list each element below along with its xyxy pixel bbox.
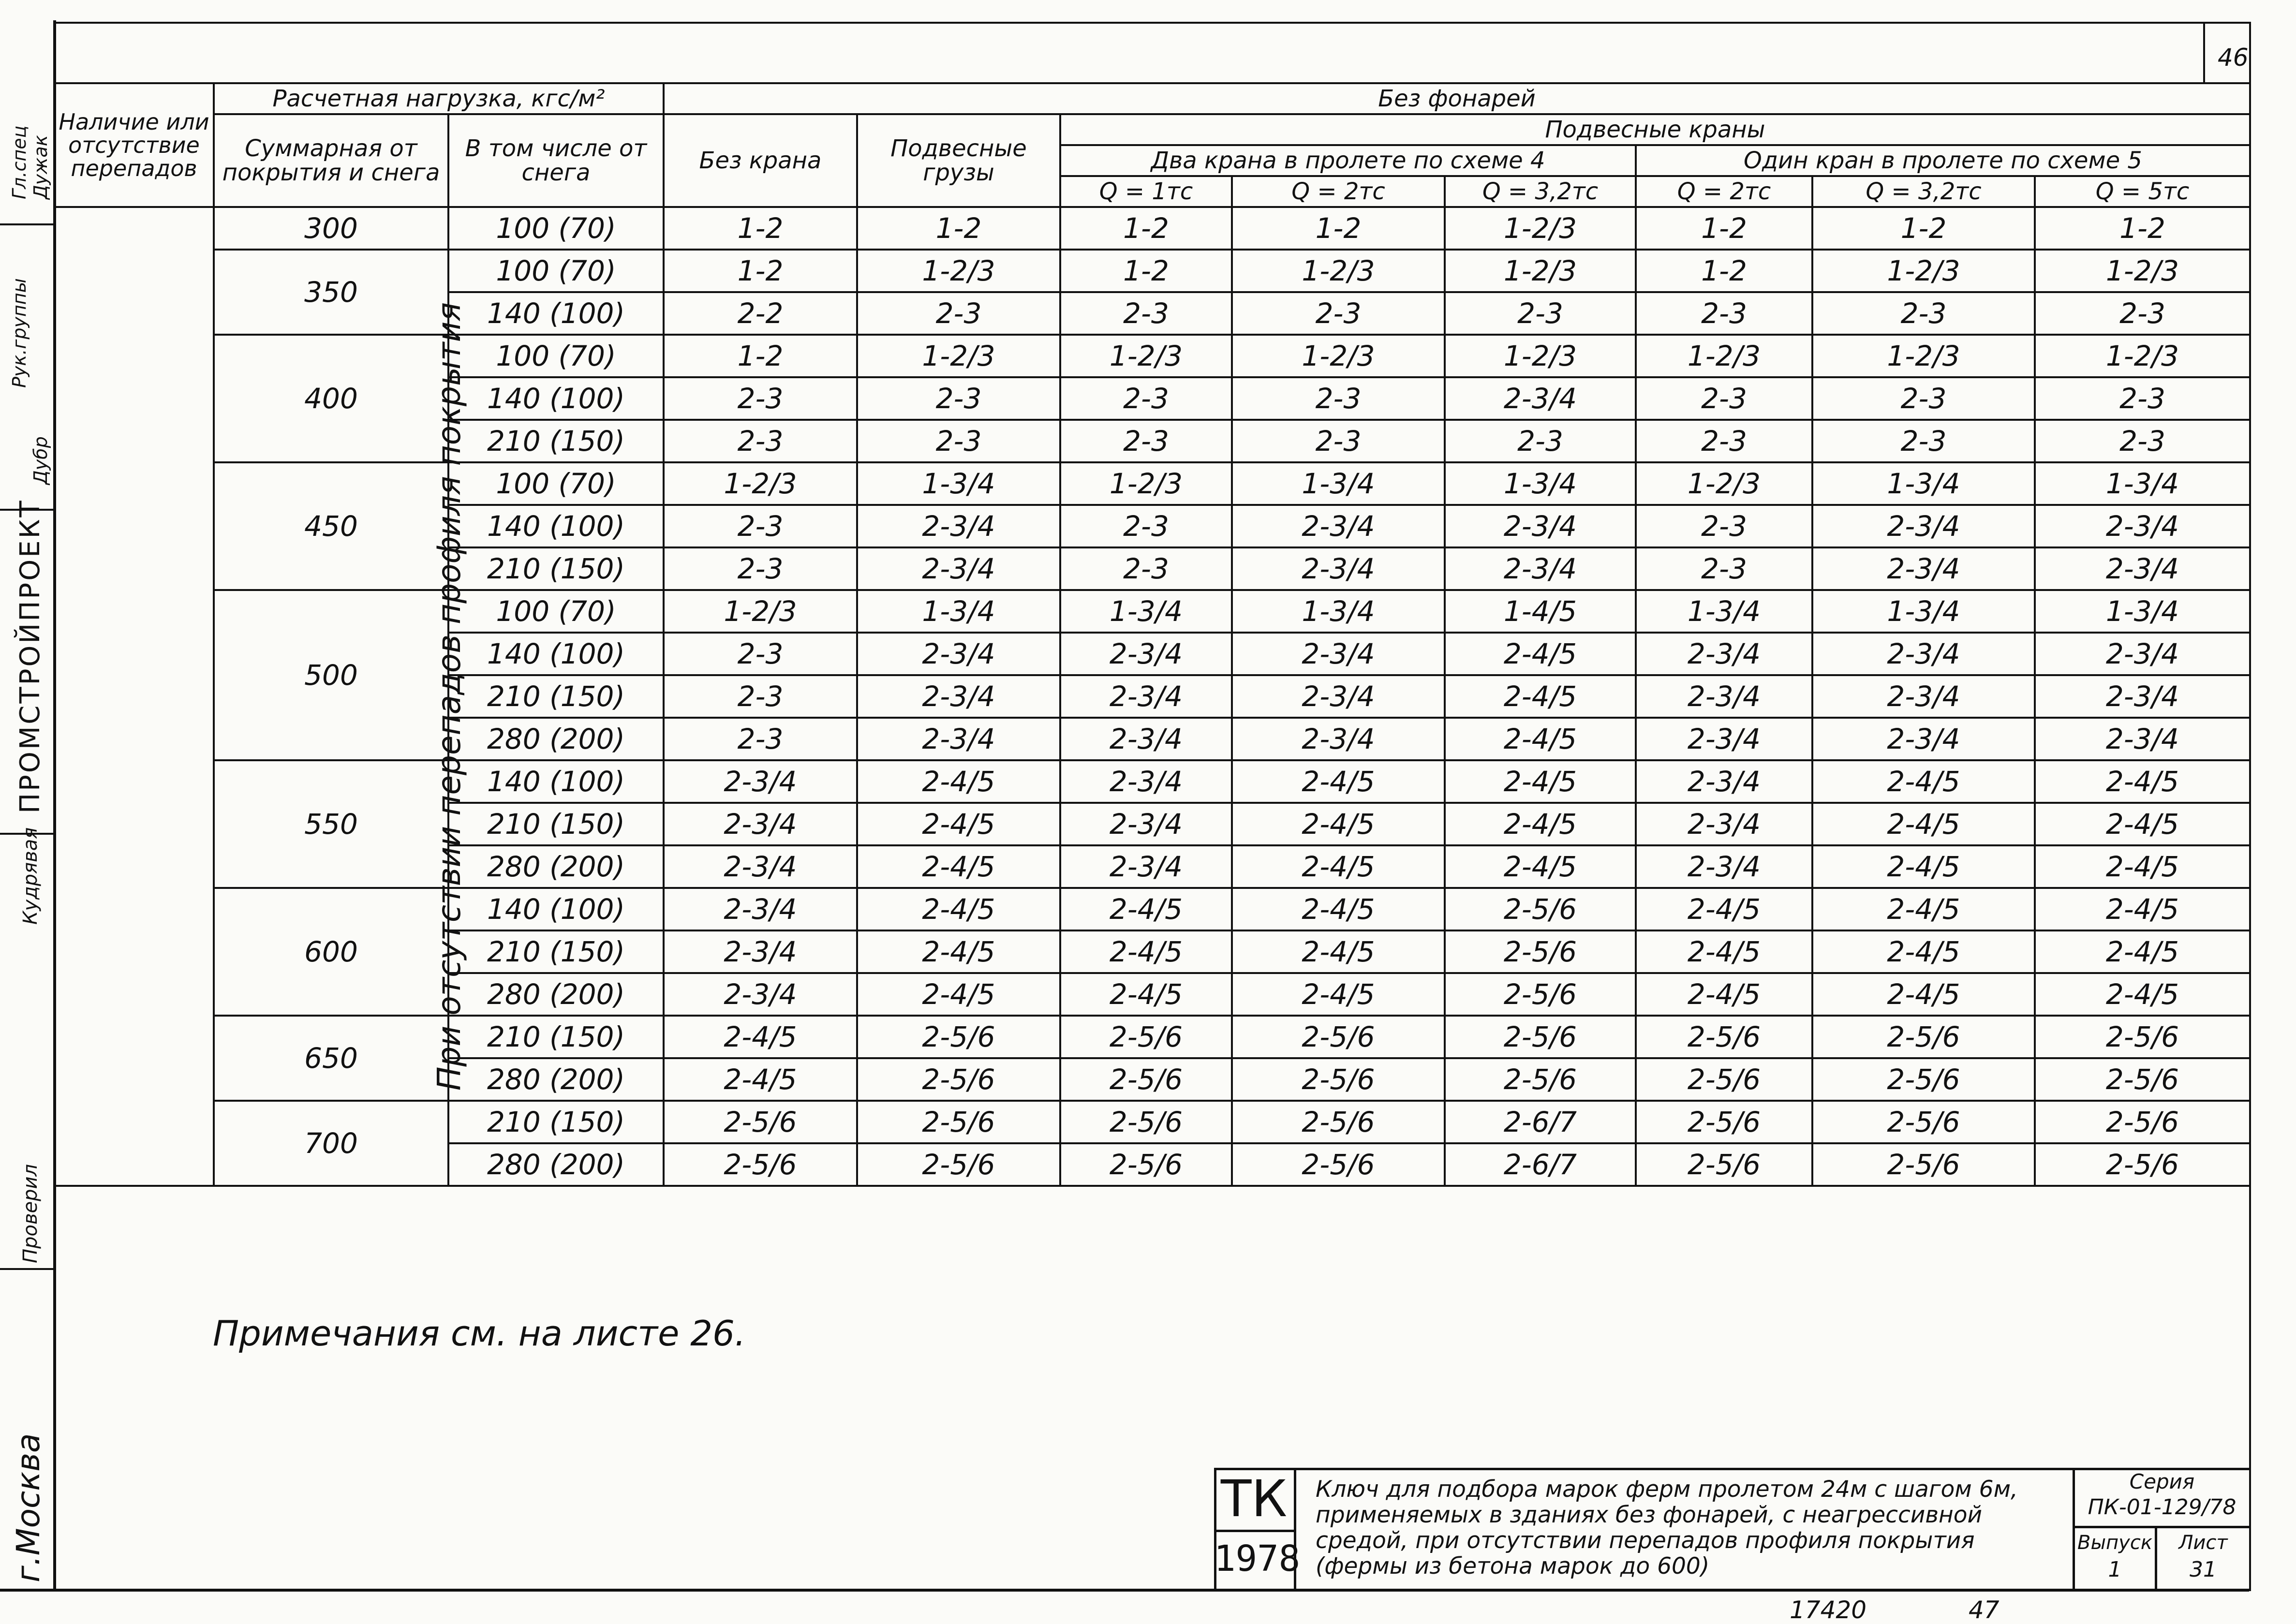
snow-load-cell: 100 (70) [448, 462, 664, 505]
header-no-crane: Без крана [664, 114, 857, 207]
truss-mark-cell: 2-3/4 [1445, 377, 1636, 420]
truss-mark-cell: 2-4/5 [1232, 845, 1445, 888]
header-q: Q = 3,2тс [1812, 176, 2035, 207]
truss-mark-cell: 1-2 [664, 207, 857, 250]
truss-mark-cell: 2-3 [857, 377, 1060, 420]
truss-mark-cell: 2-3/4 [1060, 633, 1232, 675]
truss-mark-cell: 2-5/6 [1060, 1058, 1232, 1101]
truss-mark-cell: 1-2/3 [664, 590, 857, 633]
table-body [54, 207, 2250, 1186]
truss-mark-cell: 2-4/5 [1636, 888, 1812, 930]
title-block [1214, 1468, 2249, 1589]
truss-mark-cell: 2-3 [857, 420, 1060, 462]
total-load-cell: 700 [214, 1101, 448, 1186]
snow-load-cell: 210 (150) [448, 1101, 664, 1143]
truss-mark-cell: 2-5/6 [1232, 1058, 1445, 1101]
truss-mark-cell: 2-6/7 [1445, 1143, 1636, 1186]
truss-mark-cell: 2-3 [664, 420, 857, 462]
truss-mark-cell: 2-3/4 [1812, 505, 2035, 547]
truss-mark-cell: 2-5/6 [1636, 1143, 1812, 1186]
header-q: Q = 2тс [1636, 176, 1812, 207]
truss-mark-cell: 2-4/5 [2035, 803, 2250, 845]
truss-mark-cell: 2-3 [857, 292, 1060, 335]
truss-mark-cell: 2-3/4 [1060, 760, 1232, 803]
truss-mark-cell: 2-4/5 [664, 1058, 857, 1101]
series-label: Серия [2129, 1470, 2195, 1493]
snow-load-cell: 100 (70) [448, 250, 664, 292]
truss-mark-cell: 1-2 [1060, 250, 1232, 292]
header-q: Q = 5тс [2035, 176, 2250, 207]
truss-mark-cell: 2-2 [664, 292, 857, 335]
truss-mark-cell: 2-5/6 [1636, 1101, 1812, 1143]
truss-mark-cell: 1-2/3 [857, 250, 1060, 292]
truss-mark-cell: 2-4/5 [1060, 930, 1232, 973]
truss-mark-cell: 1-2 [664, 250, 857, 292]
truss-mark-cell: 2-3/4 [1636, 633, 1812, 675]
truss-mark-cell: 2-4/5 [1232, 973, 1445, 1016]
truss-mark-cell: 2-5/6 [1232, 1101, 1445, 1143]
truss-mark-cell: 2-3/4 [1060, 803, 1232, 845]
truss-mark-cell: 2-5/6 [1445, 1058, 1636, 1101]
snow-load-cell: 210 (150) [448, 1016, 664, 1058]
truss-mark-cell: 2-4/5 [1445, 803, 1636, 845]
truss-mark-cell: 1-3/4 [1812, 462, 2035, 505]
truss-mark-cell: 2-3/4 [1232, 718, 1445, 760]
snow-load-cell: 100 (70) [448, 335, 664, 377]
snow-load-cell: 140 (100) [448, 292, 664, 335]
truss-mark-cell: 2-3/4 [1812, 633, 2035, 675]
total-load-cell: 300 [214, 207, 448, 250]
truss-mark-cell: 2-5/6 [1812, 1058, 2035, 1101]
issue-value: 1 [2108, 1557, 2122, 1582]
header-snow-load: В том числе от снега [448, 114, 664, 207]
truss-mark-cell: 2-5/6 [2035, 1058, 2250, 1101]
header-one-crane: Один кран в пролете по схеме 5 [1636, 145, 2250, 176]
truss-mark-cell: 2-5/6 [664, 1101, 857, 1143]
truss-mark-cell: 2-4/5 [1232, 930, 1445, 973]
truss-mark-cell: 2-3/4 [857, 718, 1060, 760]
truss-mark-cell: 2-5/6 [857, 1143, 1060, 1186]
truss-mark-cell: 1-2 [2035, 207, 2250, 250]
snow-load-cell: 140 (100) [448, 633, 664, 675]
truss-mark-cell: 1-3/4 [857, 590, 1060, 633]
truss-mark-cell: 2-6/7 [1445, 1101, 1636, 1143]
truss-mark-cell: 2-5/6 [857, 1058, 1060, 1101]
truss-mark-cell: 1-3/4 [1060, 590, 1232, 633]
strip-city: г.Москва [10, 1433, 47, 1582]
total-load-cell: 350 [214, 250, 448, 335]
truss-mark-cell: 2-4/5 [1060, 973, 1232, 1016]
truss-mark-cell: 2-4/5 [2035, 888, 2250, 930]
table-row [54, 335, 2250, 377]
truss-mark-cell: 2-3/4 [664, 845, 857, 888]
truss-mark-cell: 1-2/3 [664, 462, 857, 505]
truss-mark-cell: 1-2/3 [1812, 250, 2035, 292]
notes: Примечания см. на листе 26. [213, 1313, 746, 1354]
table-row [54, 590, 2250, 633]
truss-mark-cell: 1-3/4 [1636, 590, 1812, 633]
truss-mark-cell: 2-3/4 [1812, 675, 2035, 718]
truss-mark-cell: 2-3/4 [2035, 505, 2250, 547]
truss-mark-cell: 2-4/5 [2035, 973, 2250, 1016]
header-row [54, 83, 2250, 114]
truss-mark-cell: 2-4/5 [664, 1016, 857, 1058]
total-load-cell: 400 [214, 335, 448, 462]
truss-mark-cell: 2-4/5 [857, 888, 1060, 930]
snow-load-cell: 280 (200) [448, 1058, 664, 1101]
truss-mark-cell: 2-4/5 [857, 803, 1060, 845]
snow-load-cell: 140 (100) [448, 888, 664, 930]
truss-mark-cell: 2-5/6 [1445, 930, 1636, 973]
truss-mark-cell: 1-2 [1060, 207, 1232, 250]
truss-mark-cell: 2-3/4 [1812, 718, 2035, 760]
snow-load-cell: 210 (150) [448, 420, 664, 462]
series-box [2073, 1468, 2249, 1589]
truss-mark-cell: 1-4/5 [1445, 590, 1636, 633]
drawing-title: Ключ для подбора марок ферм пролетом 24м с шагом 6м, применяемых в зданиях без фонарей, с неагрессивной средой, при отсутствии перепадов профиля покрытия (фермы из бетона марок до 600) [1316, 1476, 2018, 1580]
truss-mark-cell: 2-4/5 [1445, 845, 1636, 888]
truss-mark-cell: 2-4/5 [1812, 845, 2035, 888]
truss-mark-cell: 2-3/4 [1636, 718, 1812, 760]
truss-mark-cell: 2-4/5 [1445, 675, 1636, 718]
truss-mark-cell: 2-3 [664, 718, 857, 760]
header-q: Q = 3,2тс [1445, 176, 1636, 207]
truss-mark-cell: 2-3 [1060, 420, 1232, 462]
snow-load-cell: 210 (150) [448, 930, 664, 973]
truss-mark-cell: 1-2 [857, 207, 1060, 250]
truss-mark-cell: 1-2/3 [1445, 207, 1636, 250]
truss-mark-cell: 2-5/6 [1445, 973, 1636, 1016]
header-q: Q = 1тс [1060, 176, 1232, 207]
truss-mark-cell: 2-4/5 [1232, 888, 1445, 930]
truss-mark-cell: 2-5/6 [1060, 1016, 1232, 1058]
truss-mark-cell: 2-5/6 [2035, 1101, 2250, 1143]
truss-mark-cell: 2-3 [1445, 420, 1636, 462]
truss-mark-cell: 2-4/5 [2035, 930, 2250, 973]
truss-mark-cell: 2-3 [1060, 292, 1232, 335]
strip-role: Рук.группы [9, 278, 30, 388]
truss-mark-cell: 2-4/5 [1812, 888, 2035, 930]
truss-mark-cell: 1-3/4 [1232, 590, 1445, 633]
truss-mark-cell: 2-3/4 [1060, 845, 1232, 888]
truss-mark-cell: 2-4/5 [857, 845, 1060, 888]
truss-mark-cell: 2-4/5 [2035, 845, 2250, 888]
header-presence: Наличие или отсутствие перепадов [54, 83, 214, 207]
truss-mark-cell: 2-4/5 [1812, 803, 2035, 845]
total-load-cell: 450 [214, 462, 448, 590]
truss-mark-cell: 1-2/3 [1636, 335, 1812, 377]
snow-load-cell: 280 (200) [448, 718, 664, 760]
snow-load-cell: 140 (100) [448, 377, 664, 420]
series-divider [2075, 1526, 2249, 1528]
truss-mark-cell: 2-5/6 [1232, 1143, 1445, 1186]
truss-mark-cell: 2-3 [1060, 547, 1232, 590]
truss-mark-cell: 2-3/4 [1060, 675, 1232, 718]
frame-top-line [53, 22, 2249, 24]
truss-mark-cell: 2-3/4 [1232, 675, 1445, 718]
truss-mark-cell: 2-3/4 [1445, 547, 1636, 590]
truss-mark-cell: 2-3 [2035, 420, 2250, 462]
truss-mark-cell: 2-3 [1636, 292, 1812, 335]
truss-mark-cell: 2-3/4 [1060, 718, 1232, 760]
truss-mark-cell: 2-3/4 [664, 930, 857, 973]
truss-mark-cell: 2-3/4 [1812, 547, 2035, 590]
truss-mark-cell: 1-2 [664, 335, 857, 377]
truss-mark-cell: 2-3/4 [664, 760, 857, 803]
strip-name: Дубр [30, 436, 51, 485]
truss-mark-cell: 2-3 [1812, 377, 2035, 420]
header-row [54, 114, 2250, 145]
strip-role: Гл.спец [9, 125, 30, 199]
truss-mark-cell: 1-3/4 [1812, 590, 2035, 633]
table-row [54, 1016, 2250, 1058]
truss-mark-cell: 1-2/3 [857, 335, 1060, 377]
truss-mark-cell: 2-3/4 [1636, 803, 1812, 845]
sheet-value: 31 [2190, 1557, 2217, 1582]
truss-mark-cell: 2-3 [1812, 420, 2035, 462]
strip-divider [0, 223, 53, 225]
truss-mark-cell: 1-2/3 [2035, 250, 2250, 292]
truss-mark-cell: 2-3 [1232, 292, 1445, 335]
table-row [54, 760, 2250, 803]
truss-mark-cell: 2-3/4 [2035, 718, 2250, 760]
sheet-label: Лист [2178, 1532, 2228, 1554]
truss-mark-cell: 2-3 [664, 675, 857, 718]
truss-mark-cell: 2-5/6 [1812, 1101, 2035, 1143]
left-stamp-strip [0, 20, 56, 1590]
snow-load-cell: 210 (150) [448, 547, 664, 590]
truss-mark-cell: 2-4/5 [1445, 633, 1636, 675]
tk-box [1214, 1468, 1301, 1589]
truss-mark-cell: 2-4/5 [1445, 760, 1636, 803]
truss-mark-cell: 2-5/6 [2035, 1143, 2250, 1186]
truss-mark-cell: 1-2/3 [1636, 462, 1812, 505]
truss-mark-cell: 2-4/5 [2035, 760, 2250, 803]
snow-load-cell: 100 (70) [448, 207, 664, 250]
series-value: ПК-01-129/78 [2088, 1495, 2237, 1520]
truss-mark-cell: 2-3/4 [664, 888, 857, 930]
truss-mark-cell: 1-3/4 [1445, 462, 1636, 505]
table-row [54, 207, 2250, 250]
header-design-load: Расчетная нагрузка, кгс/м² [214, 83, 664, 114]
truss-mark-cell: 2-4/5 [1232, 803, 1445, 845]
snow-load-cell: 280 (200) [448, 1143, 664, 1186]
footer-sheet: 47 [1969, 1596, 2000, 1624]
header-hanging-loads: Подвесные грузы [857, 114, 1060, 207]
truss-mark-cell: 2-3 [1636, 377, 1812, 420]
truss-mark-cell: 1-2/3 [1232, 250, 1445, 292]
truss-mark-cell: 2-3 [1636, 420, 1812, 462]
truss-mark-cell: 1-2 [1232, 207, 1445, 250]
truss-mark-cell: 2-4/5 [857, 760, 1060, 803]
snow-load-cell: 210 (150) [448, 803, 664, 845]
truss-mark-cell: 1-2/3 [1232, 335, 1445, 377]
truss-mark-cell: 2-4/5 [1232, 760, 1445, 803]
truss-mark-cell: 2-4/5 [857, 930, 1060, 973]
truss-mark-cell: 2-3/4 [1636, 760, 1812, 803]
truss-mark-cell: 2-5/6 [1060, 1143, 1232, 1186]
truss-mark-cell: 1-3/4 [2035, 462, 2250, 505]
truss-mark-cell: 1-3/4 [857, 462, 1060, 505]
snow-load-cell: 280 (200) [448, 845, 664, 888]
header-no-skylights: Без фонарей [664, 83, 2250, 114]
truss-mark-cell: 2-3 [1232, 377, 1445, 420]
tk-year: 1978 [1214, 1538, 1301, 1580]
truss-mark-cell: 2-3 [664, 505, 857, 547]
truss-mark-cell: 1-3/4 [2035, 590, 2250, 633]
truss-mark-cell: 2-5/6 [1445, 888, 1636, 930]
truss-mark-cell: 2-3/4 [2035, 547, 2250, 590]
truss-mark-cell: 1-2/3 [1445, 250, 1636, 292]
truss-mark-cell: 2-3 [1060, 505, 1232, 547]
total-load-cell: 500 [214, 590, 448, 760]
truss-mark-cell: 2-3/4 [1636, 675, 1812, 718]
truss-mark-cell: 2-3 [1445, 292, 1636, 335]
truss-mark-cell: 2-3/4 [2035, 633, 2250, 675]
header-hanging-cranes: Подвесные краны [1060, 114, 2250, 145]
truss-mark-cell: 2-5/6 [2035, 1016, 2250, 1058]
truss-mark-cell: 1-2 [1812, 207, 2035, 250]
total-load-cell: 650 [214, 1016, 448, 1101]
truss-mark-cell: 2-3/4 [1232, 547, 1445, 590]
truss-mark-cell: 2-4/5 [1636, 930, 1812, 973]
truss-mark-cell: 2-3/4 [857, 547, 1060, 590]
strip-stamp: ПРОМСТРОЙПРОЕКТ [15, 499, 46, 813]
truss-mark-cell: 2-3 [2035, 292, 2250, 335]
truss-mark-cell: 2-5/6 [1060, 1101, 1232, 1143]
truss-mark-cell: 2-5/6 [1232, 1016, 1445, 1058]
snow-load-cell: 210 (150) [448, 675, 664, 718]
truss-mark-cell: 2-3/4 [664, 803, 857, 845]
truss-mark-cell: 2-3 [664, 377, 857, 420]
truss-mark-cell: 2-4/5 [1636, 973, 1812, 1016]
truss-mark-cell: 2-4/5 [1812, 930, 2035, 973]
truss-mark-cell: 2-4/5 [1812, 760, 2035, 803]
truss-mark-cell: 2-4/5 [1445, 718, 1636, 760]
truss-mark-cell: 2-3/4 [1636, 845, 1812, 888]
truss-mark-cell: 2-5/6 [664, 1143, 857, 1186]
truss-mark-cell: 2-5/6 [1636, 1058, 1812, 1101]
total-load-cell: 600 [214, 888, 448, 1016]
truss-mark-cell: 2-5/6 [1636, 1016, 1812, 1058]
truss-mark-cell: 1-2 [1636, 207, 1812, 250]
truss-mark-cell: 1-2/3 [1060, 335, 1232, 377]
header-two-cranes: Два крана в пролете по схеме 4 [1060, 145, 1636, 176]
issue-label: Выпуск [2077, 1532, 2152, 1554]
truss-mark-cell: 2-3/4 [857, 633, 1060, 675]
truss-mark-cell: 2-3/4 [664, 973, 857, 1016]
table-row [54, 1101, 2250, 1143]
truss-mark-cell: 1-2/3 [1812, 335, 2035, 377]
truss-mark-cell: 2-3/4 [857, 675, 1060, 718]
truss-mark-cell: 2-5/6 [857, 1101, 1060, 1143]
snow-load-cell: 140 (100) [448, 505, 664, 547]
truss-mark-cell: 1-2 [1636, 250, 1812, 292]
strip-role: Проверил [19, 1164, 42, 1263]
truss-mark-cell: 2-5/6 [1445, 1016, 1636, 1058]
truss-mark-cell: 2-3 [1232, 420, 1445, 462]
total-load-cell: 550 [214, 760, 448, 888]
strip-divider [0, 1268, 53, 1270]
truss-mark-cell: 1-2/3 [2035, 335, 2250, 377]
truss-mark-cell: 2-4/5 [1060, 888, 1232, 930]
truss-mark-cell: 2-5/6 [1812, 1016, 2035, 1058]
truss-mark-cell: 2-3/4 [1445, 505, 1636, 547]
truss-mark-cell: 2-5/6 [857, 1016, 1060, 1058]
truss-mark-cell: 2-3 [664, 633, 857, 675]
truss-mark-cell: 2-3 [1636, 547, 1812, 590]
truss-mark-cell: 2-5/6 [1812, 1143, 2035, 1186]
presence-label: При отсутствии перепадов профиля покрытия [430, 302, 468, 1091]
truss-mark-cell: 2-3/4 [2035, 675, 2250, 718]
truss-mark-cell: 2-3 [1812, 292, 2035, 335]
truss-mark-cell: 2-3 [2035, 377, 2250, 420]
truss-mark-cell: 2-3 [664, 547, 857, 590]
snow-load-cell: 100 (70) [448, 590, 664, 633]
truss-mark-cell: 1-3/4 [1232, 462, 1445, 505]
snow-load-cell: 280 (200) [448, 973, 664, 1016]
strip-name: Кудрявая [19, 827, 42, 925]
truss-mark-cell: 2-3/4 [1232, 633, 1445, 675]
header-total-load: Суммарная от покрытия и снега [214, 114, 448, 207]
tk-label: ТК [1214, 1468, 1294, 1532]
truss-mark-cell: 2-3 [1060, 377, 1232, 420]
crane-truss-key-table [53, 82, 2251, 1187]
page-number: 46 [2218, 44, 2249, 72]
truss-mark-cell: 2-3/4 [857, 505, 1060, 547]
table-row [54, 250, 2250, 292]
snow-load-cell: 140 (100) [448, 760, 664, 803]
truss-mark-cell: 1-2/3 [1060, 462, 1232, 505]
strip-name: Дужак [30, 135, 51, 199]
truss-mark-cell: 2-3/4 [1232, 505, 1445, 547]
truss-mark-cell: 2-4/5 [1812, 973, 2035, 1016]
truss-mark-cell: 2-4/5 [857, 973, 1060, 1016]
truss-mark-cell: 1-2/3 [1445, 335, 1636, 377]
truss-mark-cell: 2-3 [1636, 505, 1812, 547]
frame-bottom-line [0, 1589, 2249, 1592]
table-row [54, 888, 2250, 930]
table-row [54, 462, 2250, 505]
footer-code: 17420 [1790, 1596, 1867, 1624]
header-q: Q = 2тс [1232, 176, 1445, 207]
